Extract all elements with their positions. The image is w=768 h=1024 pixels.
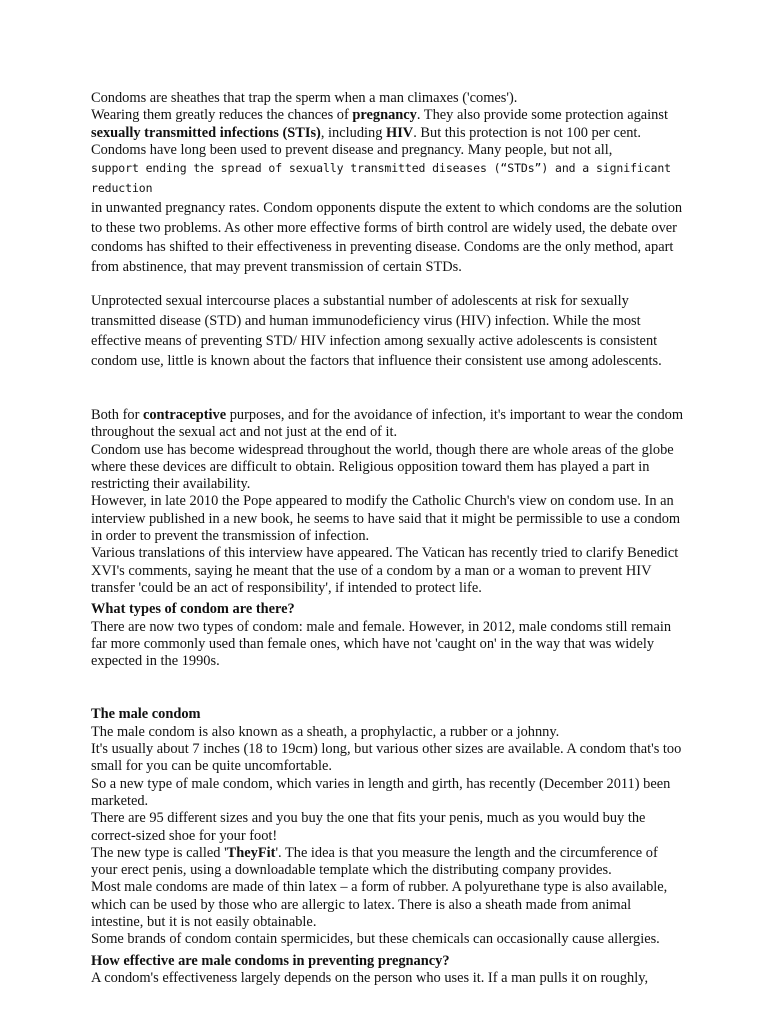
text-run: Wearing them greatly reduces the chances of — [91, 107, 353, 124]
text-run: A condom's effectiveness largely depends on the person who uses it. If a man pulls it on roughly, — [91, 969, 649, 986]
paragraph-male-6 — [91, 879, 685, 931]
text-run: . They also provide some protection against — [416, 107, 668, 124]
text-run: There are 95 different sizes and you buy the one that fits your penis, much as you would buy the correct-sized shoe for your foot! — [91, 810, 646, 844]
term-theyfit: TheyFit — [226, 844, 276, 861]
text-run: There are now two types of condom: male and female. However, in 2012, male condoms still remain far more commonly used than female ones, which have not 'caught on' in the way that was widely expected in the 1990s. — [91, 618, 672, 670]
term-contraceptive: contraceptive — [142, 406, 227, 423]
text-run: Unprotected sexual intercourse places a substantial number of adolescents at risk for sexually transmitted disease (STD) and human immunodeficiency virus (HIV) infection. While the most effective means of preventing STD/ HIV infection among sexually active adolescents is consistent condom use, little is known about the factors that influence their consistent use among adolescents. — [91, 292, 662, 369]
text-run: Some brands of condom contain spermicides, but these chemicals can occasionally cause allergies. — [91, 931, 660, 948]
term-hiv: HIV — [386, 124, 414, 141]
text-run: The new type is called ' — [91, 844, 227, 861]
paragraph-male-3 — [91, 776, 685, 811]
text-run: So a new type of male condom, which varies in length and girth, has recently (December 2011) been marketed. — [91, 775, 671, 809]
text-run: , including — [320, 124, 387, 141]
paragraph-male-7 — [91, 931, 685, 948]
document-page — [91, 90, 685, 987]
paragraph-widespread — [91, 442, 685, 494]
text-run: purposes, and for the avoidance of infection, it's important to wear the condom throughout the sexual act and not just at the end of it. — [91, 406, 684, 441]
paragraph-types — [91, 619, 685, 671]
text-run: However, in late 2010 the Pope appeared to modify the Catholic Church's view on condom use. In an interview published in a new book, he seems to have said that it might be permissible to use a condom in order to prevent the transmission of infection. — [91, 493, 681, 545]
paragraph-male-1 — [91, 724, 685, 741]
text-run: . But this protection is not 100 per cent. — [413, 124, 642, 141]
text-run: support ending the spread of sexually transmitted diseases (“STDs”) and a significant reduction — [91, 161, 672, 195]
text-run: Both for — [91, 406, 143, 423]
text-run: Condoms have long been used to prevent disease and pregnancy. Many people, but not all, — [91, 141, 613, 158]
heading-effectiveness: How effective are male condoms in preventing pregnancy? — [91, 952, 450, 969]
term-stis: sexually transmitted infections (STIs) — [91, 124, 321, 141]
paragraph-male-4 — [91, 810, 685, 845]
paragraph-male-5 — [91, 845, 685, 880]
intro-line: Condoms are sheathes that trap the sperm when a man climaxes ('comes'). — [91, 90, 518, 106]
text-run: It's usually about 7 inches (18 to 19cm) long, but various other sizes are available. A condom that's too small for you can be quite uncomfortable. — [91, 741, 682, 775]
paragraph-vatican — [91, 545, 685, 597]
paragraph-history-line1 — [91, 142, 685, 159]
paragraph-pope — [91, 493, 685, 545]
text-run: Various translations of this interview have appeared. The Vatican has recently tried to clarify Benedict XVI's comments, saying he meant that the use of a condom by a man or a woman to prevent HIV transfer 'could be an act of responsibility', if intended to protect life. — [91, 545, 679, 596]
text-run: The male condom is also known as a sheath, a prophylactic, a rubber or a johnny. — [91, 723, 560, 740]
paragraph-effectiveness — [91, 970, 685, 987]
paragraph-male-2 — [91, 741, 685, 776]
paragraph-protection — [91, 107, 685, 142]
text-run: Condom use has become widespread throughout the world, though there are whole areas of the globe where these devices are difficult to obtain. Religious opposition toward them has played a part in restricting their availability. — [91, 441, 674, 493]
text-run: in unwanted pregnancy rates. Condom opponents dispute the extent to which condoms are the solution to these two problems. As other more effective forms of birth control are widely used, the debate over condoms has shifted to their effectiveness in preventing disease. Condoms are the only method, apart from abstinence, that may prevent transmission of certain STDs. — [91, 199, 683, 276]
heading-male-condom: The male condom — [91, 706, 201, 723]
text-run: '. The idea is that you measure the length and the circumference of your erect penis, using a downloadable template which the distributing company provides. — [91, 844, 658, 879]
paragraph-adolescents — [91, 291, 685, 371]
paragraph-contraceptive — [91, 407, 685, 442]
paragraph-intro — [91, 90, 685, 107]
paragraph-history-rest — [91, 199, 685, 278]
heading-types: What types of condom are there? — [91, 601, 295, 618]
paragraph-history-line2 — [91, 159, 685, 199]
term-pregnancy: pregnancy — [352, 107, 417, 124]
text-run: Most male condoms are made of thin latex – a form of rubber. A polyurethane type is also available, which can be used by those who are allergic to latex. There is also a sheath made from animal intestine, but it is not easily obtainable. — [91, 879, 668, 930]
